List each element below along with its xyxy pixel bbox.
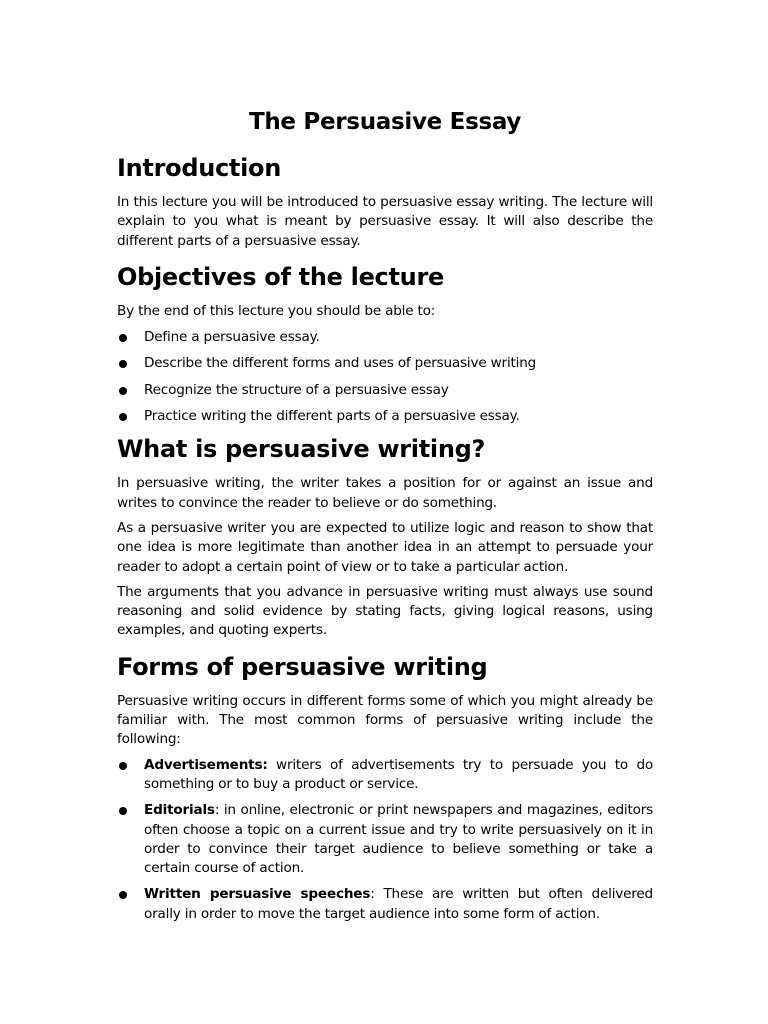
bullet-icon bbox=[119, 387, 127, 395]
introduction-section bbox=[117, 152, 653, 251]
what-is-heading: What is persuasive writing? bbox=[117, 435, 486, 464]
what-is-paragraph: In persuasive writing, the writer takes a position for or against an issue and writes to convince the reader to believe or do something. bbox=[117, 475, 653, 511]
form-term: Written persuasive speeches bbox=[144, 886, 371, 903]
forms-lead: Persuasive writing occurs in different forms some of which you might already be familiar with. The most common forms of persuasive writing include the following: bbox=[117, 692, 653, 748]
what-is-paragraph: The arguments that you advance in persuasive writing must always use sound reasoning and solid evidence by stating facts, giving logical reasons, using examples, and quoting experts. bbox=[117, 583, 653, 639]
introduction-heading: Introduction bbox=[117, 154, 281, 182]
bullet-icon bbox=[119, 334, 127, 342]
list-item bbox=[117, 801, 653, 878]
objectives-list bbox=[117, 328, 653, 426]
form-term: Advertisements: bbox=[144, 756, 268, 773]
list-item: Practice writing the different parts of a persuasive essay. bbox=[117, 407, 653, 426]
bullet-icon bbox=[119, 762, 127, 770]
what-is-paragraph: As a persuasive writer you are expected to utilize logic and reason to show that one idea is more legitimate than another idea in an attempt to persuade your reader to adopt a certain point of view or to take a particular action. bbox=[117, 519, 653, 575]
document-page bbox=[117, 104, 653, 931]
bullet-icon bbox=[119, 807, 127, 815]
list-item: Define a persuasive essay. bbox=[117, 328, 653, 347]
forms-heading: Forms of persuasive writing bbox=[117, 652, 488, 681]
document-title: The Persuasive Essay bbox=[248, 109, 522, 135]
bullet-icon bbox=[119, 360, 127, 368]
objectives-lead: By the end of this lecture you should be able to: bbox=[117, 302, 436, 319]
forms-section bbox=[117, 651, 653, 924]
list-item bbox=[117, 756, 653, 795]
form-term: Editorials bbox=[144, 802, 215, 819]
objectives-section bbox=[117, 261, 653, 426]
bullet-icon bbox=[119, 891, 127, 899]
form-description: : These are written but often delivered orally in order to move the target audience into some form of action. bbox=[144, 886, 653, 922]
what-is-section bbox=[117, 433, 653, 640]
list-item bbox=[117, 885, 653, 924]
list-item: Recognize the structure of a persuasive essay bbox=[117, 381, 653, 400]
list-item: Describe the different forms and uses of persuasive writing bbox=[117, 354, 653, 373]
forms-list bbox=[117, 756, 653, 924]
bullet-icon bbox=[119, 413, 127, 421]
introduction-paragraph: In this lecture you will be introduced to persuasive essay writing. The lecture will explain to you what is meant by persuasive essay. It will also describe the different parts of a persuasive essay. bbox=[117, 194, 653, 249]
form-description: : in online, electronic or print newspapers and magazines, editors often choose a topic on a current issue and try to write persuasively on it in order to convince their target audience to believe something or take a certain course of action. bbox=[144, 802, 653, 877]
form-description: writers of advertisements try to persuade you to do something or to buy a product or service. bbox=[144, 756, 653, 792]
objectives-heading: Objectives of the lecture bbox=[117, 262, 444, 291]
